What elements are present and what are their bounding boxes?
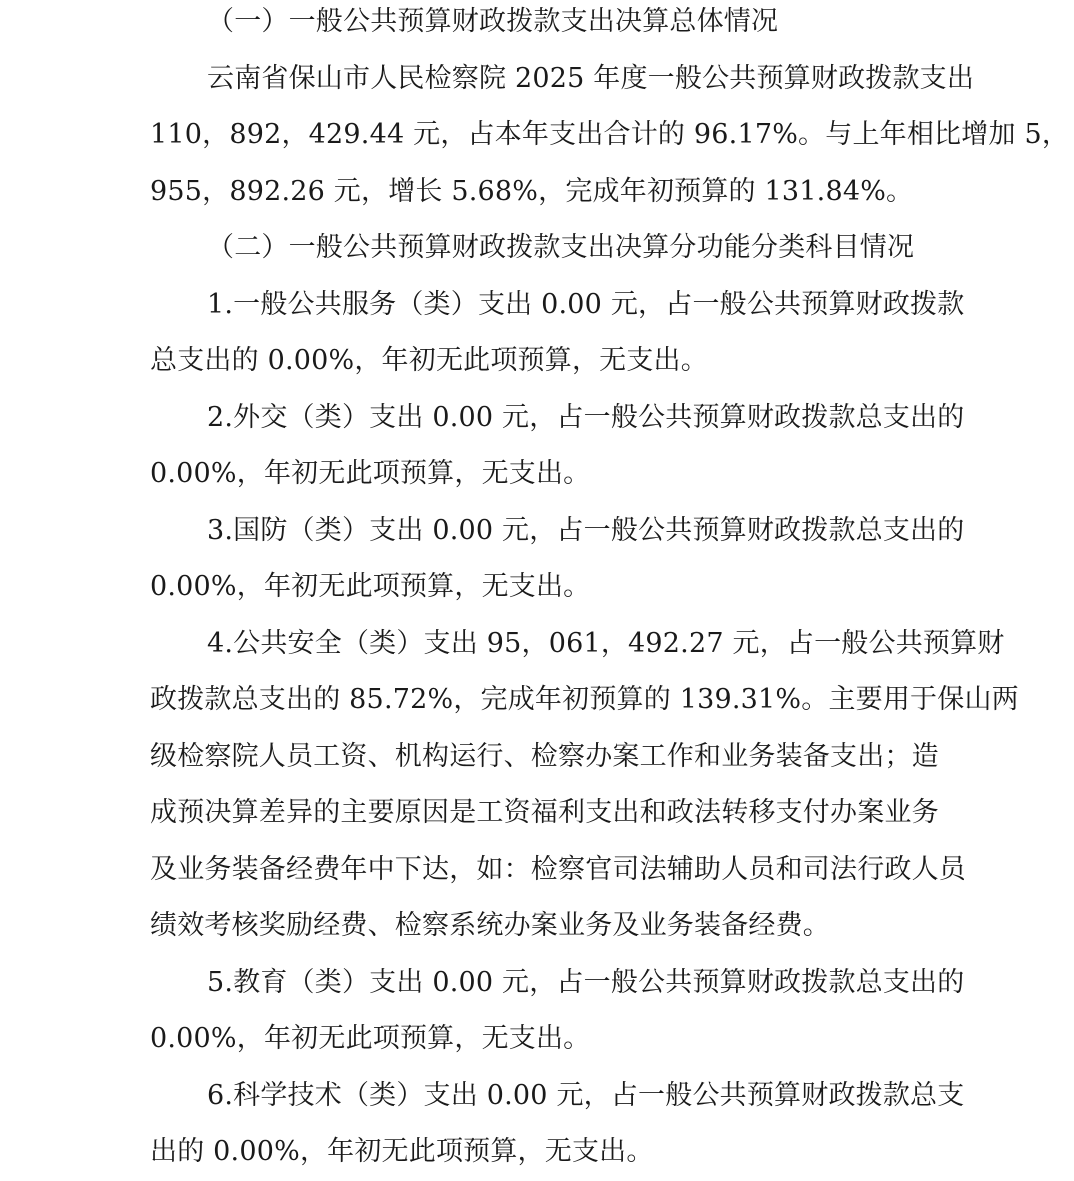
paragraph-line: 0.00%，年初无此项预算，无支出。	[150, 1023, 591, 1054]
paragraph-line: 1.一般公共服务（类）支出 0.00 元，占一般公共预算财政拨款	[207, 288, 965, 320]
item-6-paragraph	[150, 1068, 965, 1181]
paragraph-line: 110，892，429.44 元，占本年支出合计的 96.17%。与上年相比增加 5，	[150, 119, 1070, 150]
paragraph-line: 出的 0.00%，年初无此项预算，无支出。	[150, 1136, 654, 1167]
document-page	[150, 0, 1070, 1181]
paragraph-line: 及业务装备经费年中下达，如：检察官司法辅助人员和司法行政人员	[150, 853, 966, 885]
paragraph-line: 绩效考核奖励经费、检察系统办案业务及业务装备经费。	[150, 910, 830, 941]
paragraph-line: 4.公共安全（类）支出 95，061，492.27 元，占一般公共预算财	[207, 627, 1005, 659]
item-3-paragraph	[150, 503, 965, 616]
paragraph-line: 总支出的 0.00%，年初无此项预算，无支出。	[150, 345, 708, 376]
paragraph-line: 级检察院人员工资、机构运行、检察办案工作和业务装备支出；造	[150, 740, 939, 772]
paragraph-line: 3.国防（类）支出 0.00 元，占一般公共预算财政拨款总支出的	[207, 514, 965, 546]
item-2-paragraph	[150, 390, 965, 503]
item-5-paragraph	[150, 955, 965, 1068]
section-1-paragraph	[150, 51, 1070, 221]
item-4-paragraph	[150, 616, 1019, 955]
paragraph-line: 政拨款总支出的 85.72%，完成年初预算的 139.31%。主要用于保山两	[150, 684, 1019, 715]
paragraph-line: 0.00%，年初无此项预算，无支出。	[150, 458, 591, 489]
item-1-paragraph	[150, 277, 965, 390]
paragraph-line: 成预决算差异的主要原因是工资福利支出和政法转移支付办案业务	[150, 797, 939, 828]
paragraph-line: 2.外交（类）支出 0.00 元，占一般公共预算财政拨款总支出的	[207, 401, 965, 433]
paragraph-line: 955，892.26 元，增长 5.68%，完成年初预算的 131.84%。	[150, 175, 914, 207]
paragraph-line: 6.科学技术（类）支出 0.00 元，占一般公共预算财政拨款总支	[207, 1079, 965, 1111]
paragraph-line: 0.00%，年初无此项预算，无支出。	[150, 571, 591, 602]
section-heading-1: （一）一般公共预算财政拨款支出决算总体情况	[207, 6, 779, 37]
paragraph-line: 5.教育（类）支出 0.00 元，占一般公共预算财政拨款总支出的	[207, 966, 965, 998]
paragraph-line: 云南省保山市人民检察院 2025 年度一般公共预算财政拨款支出	[207, 62, 975, 94]
section-heading-2: （二）一般公共预算财政拨款支出决算分功能分类科目情况	[207, 232, 915, 263]
